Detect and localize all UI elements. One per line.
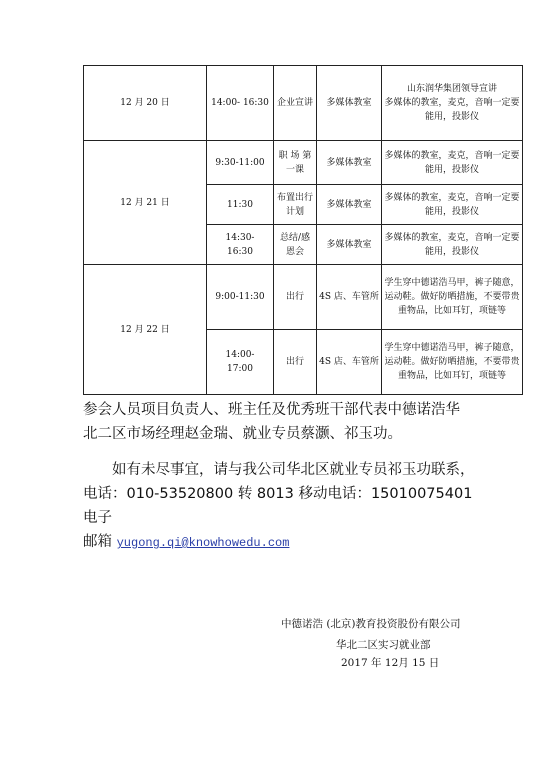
time-cell: 9:00-11:30 <box>207 265 274 330</box>
attendees-line: 北二区市场经理赵金瑞、就业专员蔡灏、祁玉功。 <box>83 426 402 442</box>
place-cell: 4S 店、车管所 <box>317 265 382 330</box>
table-row <box>84 66 523 141</box>
note-cell: 山东润华集团领导宣讲 多媒体的教室，麦克，音响一定要能用，投影仪 <box>382 66 523 141</box>
date-cell: 12 月 21 日 <box>84 141 207 265</box>
table-row <box>84 265 523 330</box>
note-cell: 多媒体的教室，麦克，音响一定要能用，投影仪 <box>382 185 523 225</box>
topic-cell: 布置出行计划 <box>274 185 317 225</box>
topic-cell: 出行 <box>274 330 317 395</box>
place-cell: 多媒体教室 <box>317 66 382 141</box>
place-cell: 4S 店、车管所 <box>317 330 382 395</box>
attendees-line: 参会人员项目负责人、班主任及优秀班干部代表中德诺浩华 <box>83 402 460 418</box>
contact-line: 电话：010-53520800 转 8013 移动电话：15010075401 电子 <box>83 486 473 526</box>
note-cell: 学生穿中德诺浩马甲，裤子随意，运动鞋。做好防晒措施，不要带贵重物品，比如耳钉，项链等 <box>382 330 523 395</box>
date-cell: 12 月 22 日 <box>84 265 207 395</box>
time-cell: 9:30-11:00 <box>207 141 274 185</box>
contact-line: 如有未尽事宜，请与我公司华北区就业专员祁玉功联系， <box>112 462 475 478</box>
department-signature: 华北二区实习就业部 <box>336 639 431 651</box>
schedule-table <box>83 65 523 395</box>
place-cell: 多媒体教室 <box>317 185 382 225</box>
signature-date: 2017 年 12月 15 日 <box>341 657 440 669</box>
time-cell: 14:00- 16:30 <box>207 66 274 141</box>
contact-paragraph <box>83 458 483 555</box>
note-cell: 学生穿中德诺浩马甲，裤子随意，运动鞋。做好防晒措施，不要带贵重物品，比如耳钉，项链等 <box>382 265 523 330</box>
company-signature: 中德诺浩 (北京)教育投资股份有限公司 <box>281 618 461 630</box>
topic-cell: 出行 <box>274 265 317 330</box>
topic-cell: 企业宣讲 <box>274 66 317 141</box>
time-cell: 14:30- 16:30 <box>207 225 274 265</box>
attendees-paragraph <box>83 398 483 446</box>
topic-cell: 总结/感恩会 <box>274 225 317 265</box>
table-row <box>84 141 523 185</box>
contact-email-line <box>83 530 483 555</box>
note-cell: 多媒体的教室，麦克，音响一定要能用，投影仪 <box>382 225 523 265</box>
time-cell: 14:00- 17:00 <box>207 330 274 395</box>
note-cell: 多媒体的教室，麦克，音响一定要能用，投影仪 <box>382 141 523 185</box>
place-cell: 多媒体教室 <box>317 141 382 185</box>
time-cell: 11:30 <box>207 185 274 225</box>
topic-cell: 职 场 第 一课 <box>274 141 317 185</box>
date-cell: 12 月 20 日 <box>84 66 207 141</box>
place-cell: 多媒体教室 <box>317 225 382 265</box>
email-link[interactable]: yugong.qi@knowhowedu.com <box>116 536 290 550</box>
email-label: 邮箱 <box>83 534 117 550</box>
